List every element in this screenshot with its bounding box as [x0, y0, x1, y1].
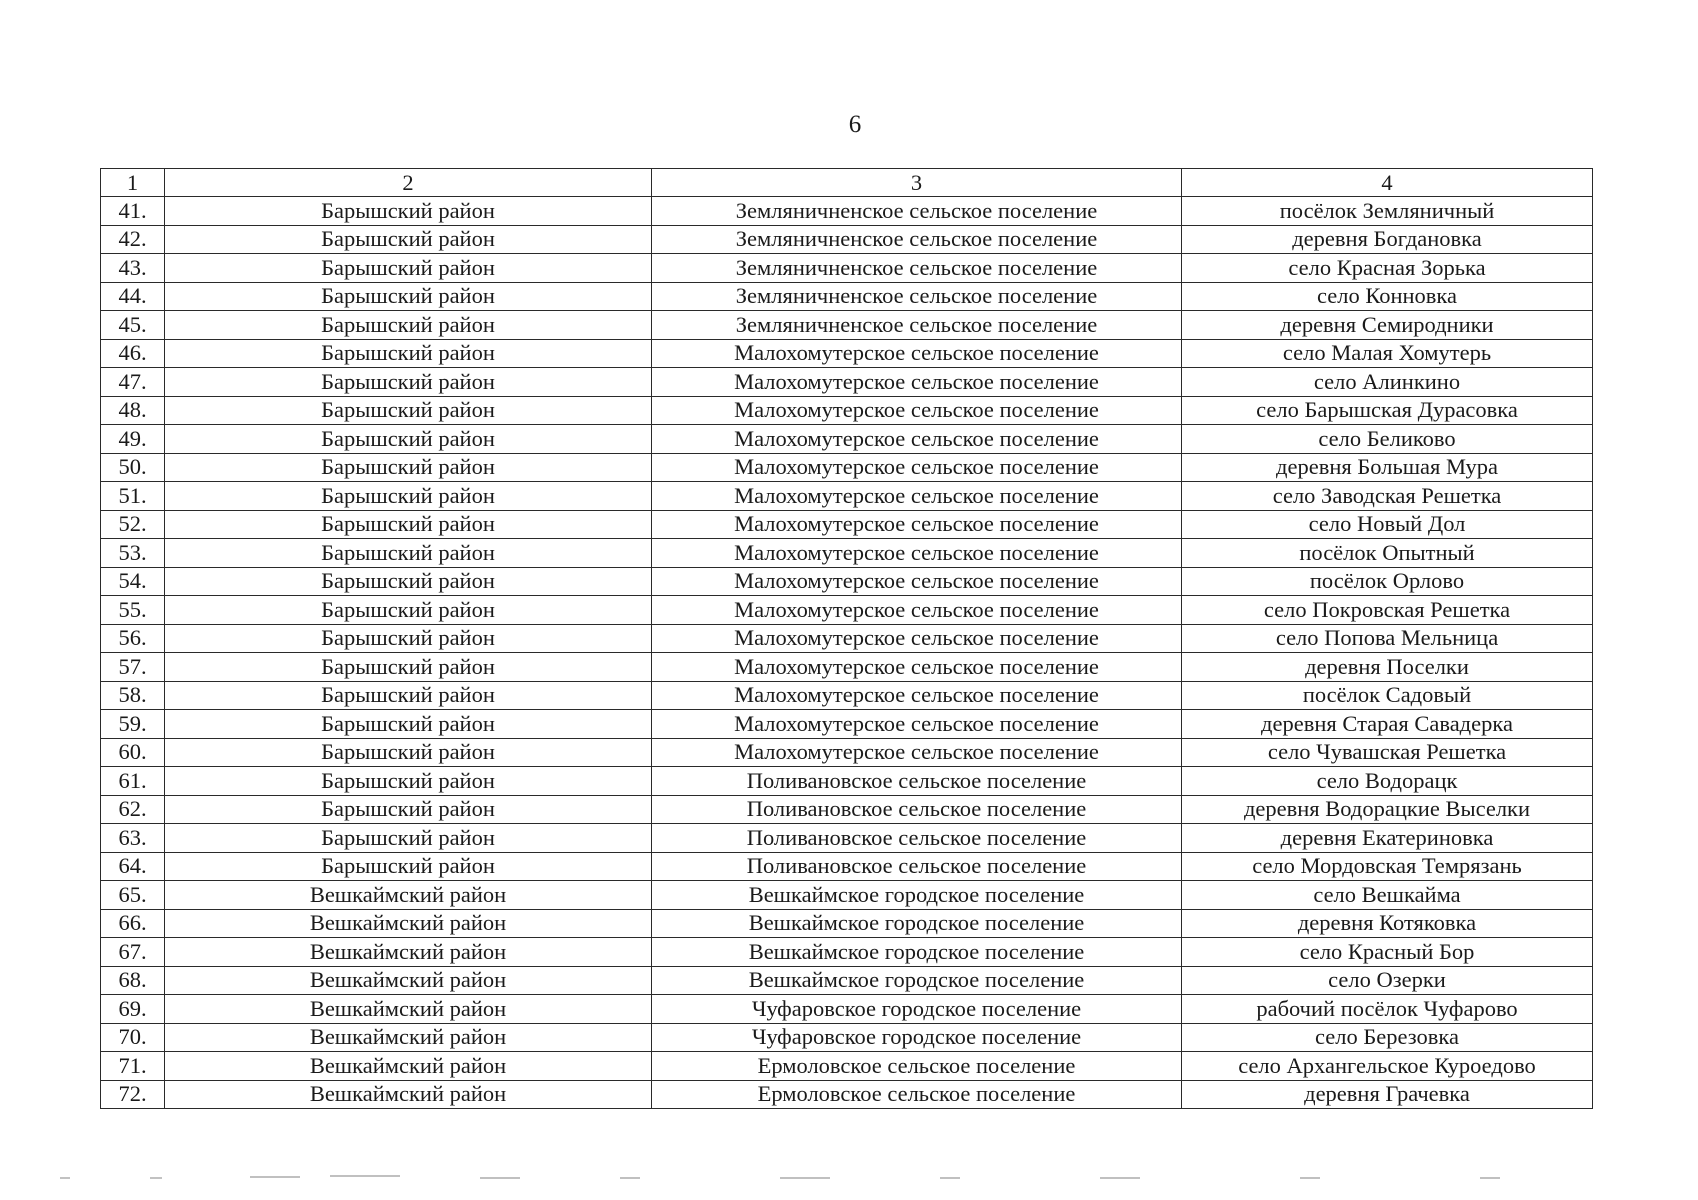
settlement-cell: Ермоловское сельское поселение [652, 1080, 1182, 1109]
district-cell: Барышский район [165, 453, 652, 482]
table-row [101, 1052, 1593, 1081]
row-number-cell: 43. [101, 254, 165, 283]
settlement-cell: Поливановское сельское поселение [652, 824, 1182, 853]
district-cell: Барышский район [165, 624, 652, 653]
table-row [101, 966, 1593, 995]
row-number-cell: 44. [101, 282, 165, 311]
district-cell: Барышский район [165, 795, 652, 824]
settlements-table [100, 168, 1593, 1109]
locality-cell: село Чувашская Решетка [1182, 738, 1593, 767]
table-row [101, 624, 1593, 653]
locality-cell: село Барышская Дурасовка [1182, 396, 1593, 425]
district-cell: Барышский район [165, 396, 652, 425]
district-cell: Барышский район [165, 681, 652, 710]
settlement-cell: Малохомутерское сельское поселение [652, 539, 1182, 568]
row-number-cell: 49. [101, 425, 165, 454]
district-cell: Барышский район [165, 197, 652, 226]
settlement-cell: Малохомутерское сельское поселение [652, 396, 1182, 425]
table-row [101, 396, 1593, 425]
district-cell: Барышский район [165, 539, 652, 568]
table-row [101, 1080, 1593, 1109]
district-cell: Вешкаймский район [165, 1052, 652, 1081]
row-number-cell: 66. [101, 909, 165, 938]
settlement-cell: Ермоловское сельское поселение [652, 1052, 1182, 1081]
row-number-cell: 62. [101, 795, 165, 824]
locality-cell: деревня Семиродники [1182, 311, 1593, 340]
table-row [101, 539, 1593, 568]
locality-cell: деревня Старая Савадерка [1182, 710, 1593, 739]
row-number-cell: 47. [101, 368, 165, 397]
table-row [101, 824, 1593, 853]
locality-cell: село Красный Бор [1182, 938, 1593, 967]
row-number-cell: 60. [101, 738, 165, 767]
table-row [101, 197, 1593, 226]
locality-cell: село Заводская Решетка [1182, 482, 1593, 511]
district-cell: Барышский район [165, 653, 652, 682]
locality-cell: село Алинкино [1182, 368, 1593, 397]
row-number-cell: 59. [101, 710, 165, 739]
settlement-cell: Земляничненское сельское поселение [652, 225, 1182, 254]
table-row [101, 425, 1593, 454]
row-number-cell: 45. [101, 311, 165, 340]
row-number-cell: 58. [101, 681, 165, 710]
settlement-cell: Малохомутерское сельское поселение [652, 453, 1182, 482]
table-row [101, 453, 1593, 482]
row-number-cell: 54. [101, 567, 165, 596]
district-cell: Вешкаймский район [165, 1080, 652, 1109]
locality-cell: село Мордовская Темрязань [1182, 852, 1593, 881]
district-cell: Барышский район [165, 282, 652, 311]
settlement-cell: Земляничненское сельское поселение [652, 197, 1182, 226]
locality-cell: село Беликово [1182, 425, 1593, 454]
header-cell-number: 1 [101, 169, 165, 197]
locality-cell: село Малая Хомутерь [1182, 339, 1593, 368]
table-row [101, 881, 1593, 910]
table-row [101, 681, 1593, 710]
table-row [101, 282, 1593, 311]
table-row [101, 1023, 1593, 1052]
row-number-cell: 61. [101, 767, 165, 796]
district-cell: Барышский район [165, 254, 652, 283]
table-row [101, 767, 1593, 796]
locality-cell: посёлок Садовый [1182, 681, 1593, 710]
row-number-cell: 57. [101, 653, 165, 682]
row-number-cell: 63. [101, 824, 165, 853]
header-cell-locality: 4 [1182, 169, 1593, 197]
locality-cell: село Архангельское Куроедово [1182, 1052, 1593, 1081]
row-number-cell: 48. [101, 396, 165, 425]
district-cell: Барышский район [165, 368, 652, 397]
locality-cell: село Озерки [1182, 966, 1593, 995]
table-row [101, 738, 1593, 767]
locality-cell: деревня Богдановка [1182, 225, 1593, 254]
settlement-cell: Земляничненское сельское поселение [652, 282, 1182, 311]
locality-cell: село Конновка [1182, 282, 1593, 311]
district-cell: Барышский район [165, 596, 652, 625]
district-cell: Барышский район [165, 510, 652, 539]
row-number-cell: 52. [101, 510, 165, 539]
table-row [101, 852, 1593, 881]
settlement-cell: Малохомутерское сельское поселение [652, 482, 1182, 511]
table-row [101, 254, 1593, 283]
settlement-cell: Малохомутерское сельское поселение [652, 624, 1182, 653]
row-number-cell: 72. [101, 1080, 165, 1109]
locality-cell: рабочий посёлок Чуфарово [1182, 995, 1593, 1024]
district-cell: Вешкаймский район [165, 1023, 652, 1052]
page-number: 6 [848, 111, 862, 138]
row-number-cell: 64. [101, 852, 165, 881]
locality-cell: село Попова Мельница [1182, 624, 1593, 653]
settlement-cell: Вешкаймское городское поселение [652, 966, 1182, 995]
settlement-cell: Малохомутерское сельское поселение [652, 653, 1182, 682]
settlement-cell: Малохомутерское сельское поселение [652, 710, 1182, 739]
table-row [101, 653, 1593, 682]
row-number-cell: 50. [101, 453, 165, 482]
row-number-cell: 41. [101, 197, 165, 226]
table-row [101, 368, 1593, 397]
district-cell: Барышский район [165, 425, 652, 454]
settlement-cell: Малохомутерское сельское поселение [652, 738, 1182, 767]
settlement-cell: Земляничненское сельское поселение [652, 254, 1182, 283]
locality-cell: деревня Котяковка [1182, 909, 1593, 938]
locality-cell: деревня Большая Мура [1182, 453, 1593, 482]
settlement-cell: Малохомутерское сельское поселение [652, 596, 1182, 625]
row-number-cell: 53. [101, 539, 165, 568]
locality-cell: село Вешкайма [1182, 881, 1593, 910]
district-cell: Барышский район [165, 710, 652, 739]
locality-cell: деревня Водорацкие Выселки [1182, 795, 1593, 824]
locality-cell: село Новый Дол [1182, 510, 1593, 539]
row-number-cell: 42. [101, 225, 165, 254]
settlement-cell: Малохомутерское сельское поселение [652, 681, 1182, 710]
table-row [101, 909, 1593, 938]
locality-cell: посёлок Земляничный [1182, 197, 1593, 226]
row-number-cell: 71. [101, 1052, 165, 1081]
table-row [101, 995, 1593, 1024]
district-cell: Вешкаймский район [165, 938, 652, 967]
settlement-cell: Вешкаймское городское поселение [652, 938, 1182, 967]
settlement-cell: Чуфаровское городское поселение [652, 1023, 1182, 1052]
table-body [101, 197, 1593, 1109]
header-row [101, 169, 1593, 197]
settlement-cell: Малохомутерское сельское поселение [652, 567, 1182, 596]
row-number-cell: 69. [101, 995, 165, 1024]
table-row [101, 596, 1593, 625]
district-cell: Барышский район [165, 852, 652, 881]
district-cell: Барышский район [165, 339, 652, 368]
district-cell: Вешкаймский район [165, 909, 652, 938]
row-number-cell: 70. [101, 1023, 165, 1052]
row-number-cell: 65. [101, 881, 165, 910]
settlement-cell: Малохомутерское сельское поселение [652, 339, 1182, 368]
locality-cell: деревня Поселки [1182, 653, 1593, 682]
district-cell: Барышский район [165, 767, 652, 796]
locality-cell: село Водорацк [1182, 767, 1593, 796]
locality-cell: посёлок Опытный [1182, 539, 1593, 568]
settlement-cell: Поливановское сельское поселение [652, 852, 1182, 881]
settlement-cell: Поливановское сельское поселение [652, 767, 1182, 796]
table-header [101, 169, 1593, 197]
district-cell: Барышский район [165, 824, 652, 853]
district-cell: Вешкаймский район [165, 995, 652, 1024]
row-number-cell: 51. [101, 482, 165, 511]
row-number-cell: 68. [101, 966, 165, 995]
scan-noise-marks [0, 1168, 1698, 1188]
settlement-cell: Поливановское сельское поселение [652, 795, 1182, 824]
row-number-cell: 46. [101, 339, 165, 368]
locality-cell: деревня Екатериновка [1182, 824, 1593, 853]
locality-cell: село Красная Зорька [1182, 254, 1593, 283]
settlement-cell: Малохомутерское сельское поселение [652, 368, 1182, 397]
table-row [101, 567, 1593, 596]
table-row [101, 225, 1593, 254]
district-cell: Барышский район [165, 482, 652, 511]
district-cell: Барышский район [165, 311, 652, 340]
header-cell-district: 2 [165, 169, 652, 197]
row-number-cell: 55. [101, 596, 165, 625]
table-row [101, 339, 1593, 368]
locality-cell: деревня Грачевка [1182, 1080, 1593, 1109]
row-number-cell: 56. [101, 624, 165, 653]
settlement-cell: Земляничненское сельское поселение [652, 311, 1182, 340]
settlement-cell: Вешкаймское городское поселение [652, 881, 1182, 910]
district-cell: Барышский район [165, 738, 652, 767]
district-cell: Барышский район [165, 567, 652, 596]
row-number-cell: 67. [101, 938, 165, 967]
district-cell: Вешкаймский район [165, 966, 652, 995]
locality-cell: село Покровская Решетка [1182, 596, 1593, 625]
locality-cell: посёлок Орлово [1182, 567, 1593, 596]
settlement-cell: Вешкаймское городское поселение [652, 909, 1182, 938]
locality-cell: село Березовка [1182, 1023, 1593, 1052]
settlement-cell: Малохомутерское сельское поселение [652, 510, 1182, 539]
table-row [101, 482, 1593, 511]
table-row [101, 710, 1593, 739]
district-cell: Вешкаймский район [165, 881, 652, 910]
table-row [101, 938, 1593, 967]
table-row [101, 311, 1593, 340]
table-row [101, 510, 1593, 539]
table-row [101, 795, 1593, 824]
header-cell-settlement: 3 [652, 169, 1182, 197]
district-cell: Барышский район [165, 225, 652, 254]
settlement-cell: Чуфаровское городское поселение [652, 995, 1182, 1024]
settlement-cell: Малохомутерское сельское поселение [652, 425, 1182, 454]
